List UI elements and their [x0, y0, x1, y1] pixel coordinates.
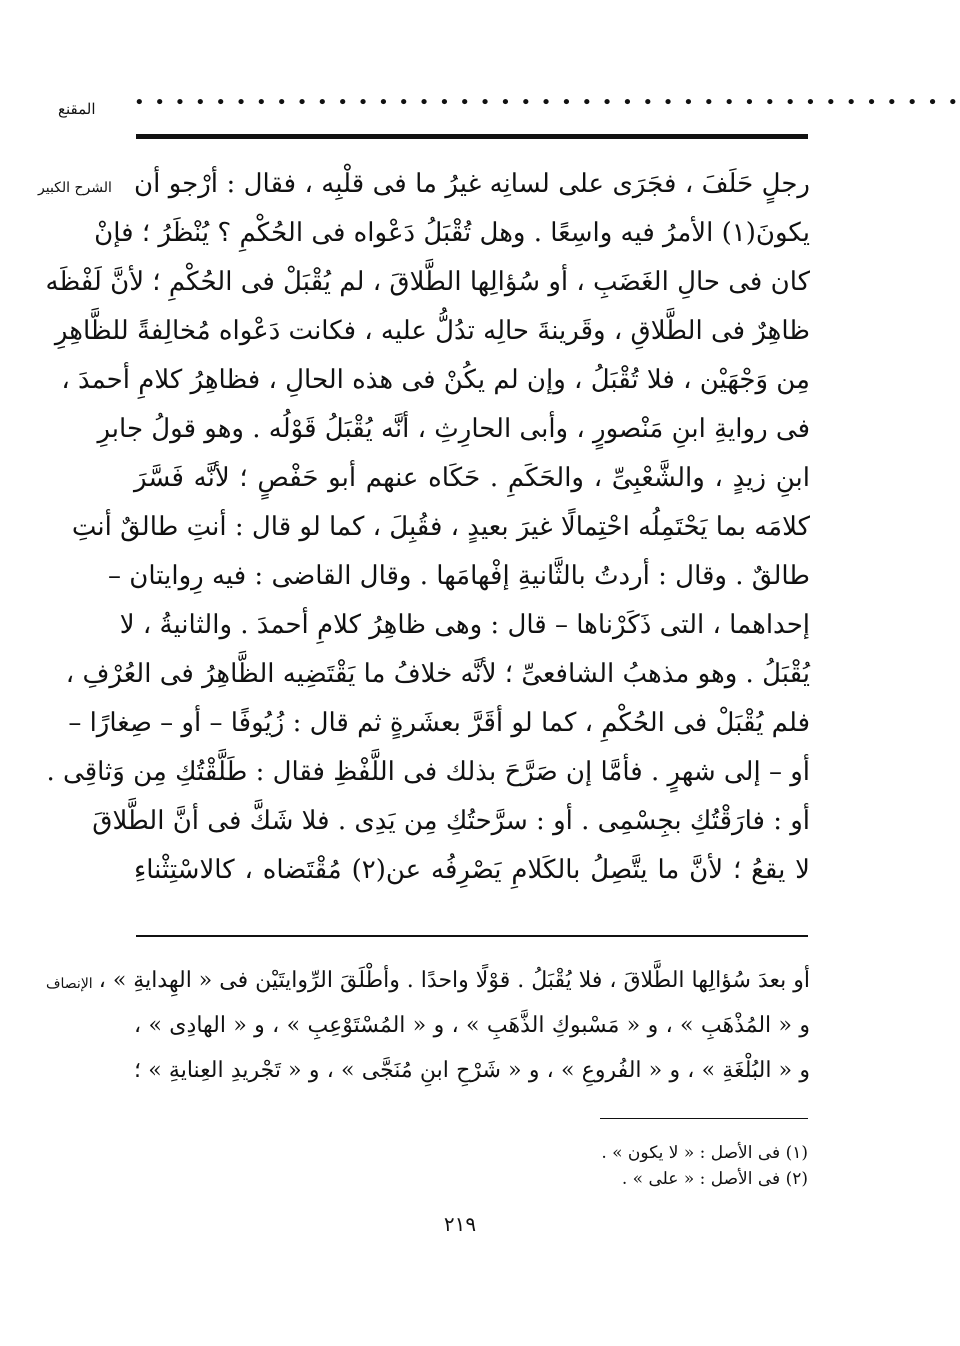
- side-label-insaf: الإنصاف: [46, 976, 93, 992]
- text-line: و « البُلْغَةِ » ، و « الفُروعِ » ، و « شَرْحِ ابنِ مُنَجَّى » ، و « تَجْريدِ العِنايةِ » ؛: [134, 1058, 810, 1083]
- text-line: ابنِ زيدٍ ، والشَّعْبِىِّ ، والحَكَمِ . حَكَاه عنهم أبو حَفْصٍ ؛ لأنَّه فَسَّرَ: [134, 463, 810, 493]
- footnote-rule: [600, 1118, 808, 1119]
- text-line: ظاهِرٌ فى الطَّلاقِ ، وقَرينةَ حالِه تدُلُّ عليه ، فكانت دَعْواه مُخالِفةً للظَّاهِرِ: [54, 316, 810, 346]
- text-line: يُقْبَلُ . وهو مذهبُ الشافعىِّ ؛ لأنَّه خلافُ ما يَقْتَضِيه الظَّاهِرُ فى العُرْفِ ،: [65, 659, 810, 689]
- footnote: (١) فى الأصل : « لا يكون » .: [601, 1143, 808, 1163]
- running-header-title: المقنع: [58, 100, 96, 118]
- section-divider: [136, 935, 808, 937]
- text-line: مِن وَجْهَيْن ، فلا تُقْبَلُ ، وإن لم يكُنْ فى هذه الحالِ ، فظاهِرُ كلامِ أحمدَ ،: [61, 365, 810, 395]
- text-line: أو : فارَقْتُكِ بجِسْمِى . أو : سرَّحتُكِ مِن يَدِى . فلا شَكَّ فى أنَّ الطَّلاقَ: [92, 806, 810, 836]
- text-line: إحداهما ، التى ذَكَرْناها – قال : وهى ظاهِرُ كلامِ أحمدَ . والثانيةُ ، لا: [119, 610, 810, 640]
- text-line: كلامَه بما يَحْتَمِلُه احْتِمالًا غيرَ بعيدٍ ، فقُبِلَ ، كما لو قال : أنتِ طالقٌ أنتِ: [71, 512, 810, 542]
- text-line: رجلٍ حَلَفَ ، فجَرَى على لسانِه غيرُ ما فى قلْبِه ، فقال : أرْجو أن: [134, 169, 810, 199]
- text-line: و « المُذْهَبِ » ، و « مَسْبوكِ الذَّهَبِ » ، و « المُسْتَوْعِبِ » ، و « الهادِى » ،: [134, 1013, 810, 1038]
- header-rule: [136, 134, 808, 139]
- header-dotted-rule: • • • • • • • • • • • • • • • • • • • • • • • • • • • • • • • • • • • • • • • • •: [134, 92, 960, 113]
- side-label-sharh: الشرح الكبير: [38, 180, 112, 196]
- text-line: فلم يُقْبَلْ فى الحُكْمِ ، كما لو أقَرَّ بعشَرةٍ ثم قال : زُيُوفًا – أو – صِغارًا –: [68, 708, 810, 738]
- footnotes: [430, 1140, 808, 1192]
- text-line: طالقٌ . وقال : أردتُ بالثَّانيةِ إفْهامَها . وقال القاضى : فيه رِوايتان –: [107, 561, 810, 591]
- text-line: أو – إلى شهرٍ . فأمَّا إن صَرَّحَ بذلك فى اللَّفْظِ فقال : طَلَّقْتُكِ مِن وَثاقِى .: [46, 757, 810, 787]
- page-number: ٢١٩: [443, 1212, 477, 1236]
- footnote: (٢) فى الأصل : « على » .: [621, 1169, 808, 1189]
- insaf-body-text: [98, 958, 810, 1093]
- text-line: لا يقعُ ؛ لأنَّ ما يتَّصِلُ بالكَلامِ يَصْرِفُه عن(٢) مُقْتَضاه ، كالاسْتِثْناءِ: [134, 855, 810, 885]
- text-line: أو بعدَ سُؤالِها الطَّلاقَ ، فلا يُقْبَلُ . قوْلًا واحدًا . وأطْلَقَ الرِّوايتَيْن فى « الهِدايةِ » ،: [98, 968, 810, 993]
- text-line: يكونَ(١) الأمرُ فيه واسِعًا . وهل تُقْبَلُ دَعْواه فى الحُكْمِ ؟ يُنْظَرُ ؛ فإنْ: [94, 218, 810, 248]
- text-line: فى روايةِ ابنِ مَنْصورٍ ، وأبى الحارِثِ ، أنَّه يُقْبَلُ قَوْلُه . وهو قولُ جابرِ: [97, 414, 810, 444]
- text-line: كان فى حالِ الغَضَبِ ، أو سُؤالِها الطَّلاقَ ، لم يُقْبَلْ فى الحُكْمِ ؛ لأنَّ لَفْظَه: [45, 267, 810, 297]
